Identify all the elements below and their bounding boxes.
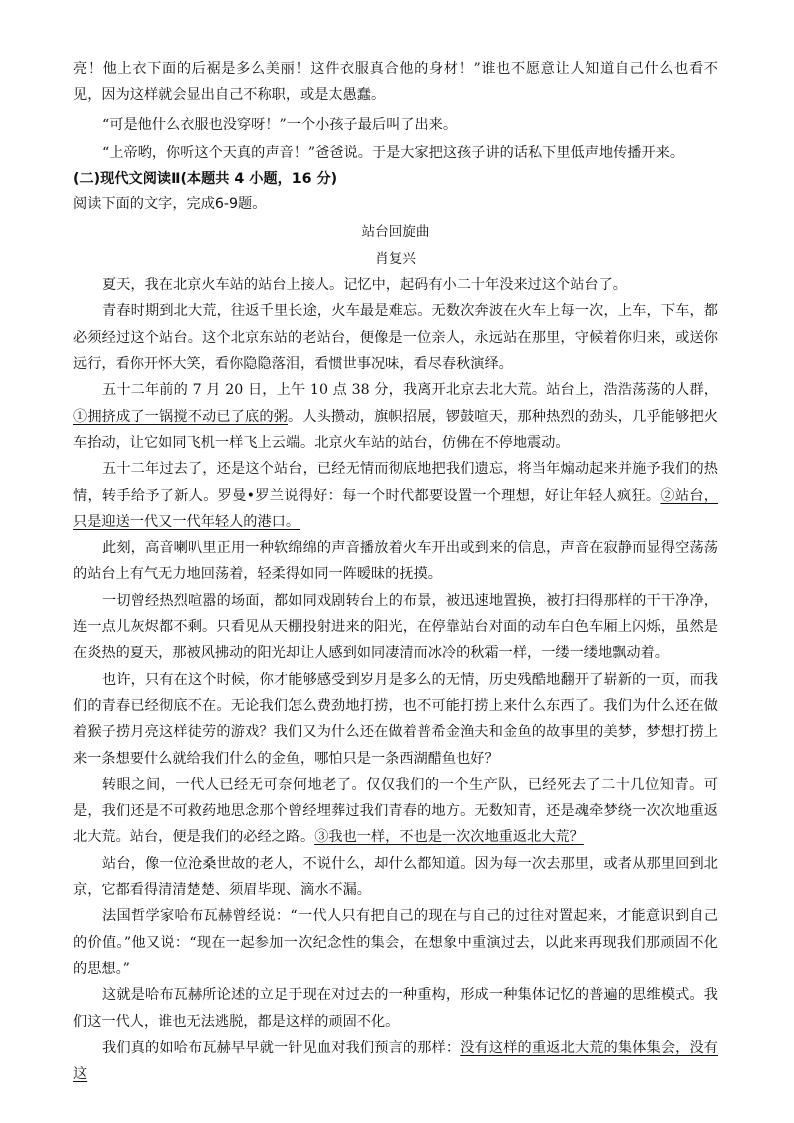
document-page: [73, 56, 718, 1087]
article-paragraph: 这就是哈布瓦赫所论述的立足于现在对过去的一种重构，形成一种集体记忆的普遍的思维模式。我们这一代人，谁也无法逃脱，都是这样的顽固不化。: [73, 987, 718, 1030]
section-instruction: 阅读下面的文字，完成6-9题。: [73, 196, 267, 213]
article-title: 站台回旋曲: [361, 224, 430, 241]
passage-paragraph: “可是他什么衣服也没穿呀！”一个小孩子最后叫了出来。: [102, 116, 458, 133]
article-paragraph: 法国哲学家哈布瓦赫曾经说：“一代人只有把自己的现在与自己的过往对置起来，才能意识到自己的价值。”他又说：“现在一起参加一次纪念性的集会，在想象中重演过去，以此来再现我们那顽固不化的思想。”: [73, 908, 718, 977]
article-paragraph: [73, 1035, 718, 1088]
article-paragraph: 此刻，高音喇叭里正用一种软绵绵的声音播放着火车开出或到来的信息，声音在寂静而显得空荡荡的站台上有气无力地回荡着，轻柔得如同一阵暧昧的抚摸。: [73, 540, 718, 583]
underlined-sentence-3: ③我也一样，不也是一次次地重返北大荒？: [314, 829, 584, 846]
underlined-sentence-2: ②站台，只是迎送一代又一代年轻人的港口。: [73, 487, 718, 530]
text-run: 我们真的如哈布瓦赫早早就一针见血对我们预言的那样：: [102, 1039, 461, 1056]
article-paragraph: 青春时期到北大荒，往返千里长途，火车最是难忘。无数次奔波在火车上每一次，上车，下车，都必须经过这个站台。这个北京东站的老站台，便像是一位亲人，永远站在那里，守候着你归来，或送你远行，看你开怀大笑，看你隐隐落泪，看惯世事况味，看尽春秋演绎。: [73, 303, 718, 373]
article-paragraph: 夏天，我在北京火车站的站台上接人。记忆中，起码有小二十年没来过这个站台了。: [102, 277, 627, 294]
passage-paragraph: “上帝哟，你听这个天真的声音！”爸爸说。于是大家把这孩子讲的话私下里低声地传播开来。: [102, 144, 685, 161]
underlined-sentence-4: 没有这样的重返北大荒的集体集会，没有这: [73, 1039, 718, 1083]
article-paragraph: 也许，只有在这个时候，你才能够感受到岁月是多么的无情，历史残酷地翻开了崭新的一页，而我们的青春已经彻底不在。无论我们怎么费劲地打捞，也不可能打捞上来什么东西了。我们为什么还在做着猴子捞月亮这样徒劳的游戏？我们又为什么还在做着普希金渔夫和金鱼的故事里的美梦，梦想打捞上来一条想要什么就给我们什么的金鱼，哪怕只是一条西湖醋鱼也好？: [73, 671, 718, 767]
text-run: 五十二年前的 7 月 20 日，上午 10 点 38 分，我离开北京去北大荒。站台上，浩浩荡荡的人群，: [102, 382, 718, 399]
article-paragraph: [73, 377, 718, 456]
section-heading: (二)现代文阅读Ⅱ(本题共 4 小题，16 分): [73, 171, 338, 188]
article-paragraph: [73, 772, 718, 851]
passage-paragraph: 亮！他上衣下面的后裾是多么美丽！这件衣服真合他的身材！”谁也不愿意让人知道自己什么也看不见，因为这样就会显出自己不称职，或是太愚蠢。: [73, 61, 718, 104]
article-paragraph: 站台，像一位沧桑世故的老人，不说什么，却什么都知道。因为每一次去那里，或者从那里回到北京，它都看得清清楚楚、须眉毕现、滴水不漏。: [73, 855, 718, 899]
text-run: 五十二年过去了，还是这个站台，已经无情而彻底地把我们遗忘，将当年煽动起来并施予我们的热情，转手给予了新人。罗曼•罗兰说得好：每一个时代都要设置一个理想，好让年轻人疯狂。: [73, 461, 718, 504]
article-paragraph: 一切曾经热烈喧嚣的场面，都如同戏剧转台上的布景，被迅速地置换，被打扫得那样的干干净净，连一点儿灰烬都不剩。只看见从天棚投射进来的阳光，在停靠站台对面的动车白色车厢上闪烁，虽然是在炎热的夏天，那被风拂动的阳光却让人感到如同凄清而冰冷的秋霜一样，一缕一缕地飘动着。: [73, 592, 718, 662]
text-run: 。人头攒动，旗帜招展，锣鼓喧天，那种热烈的劲头，几乎能够把火车抬动，让它如同飞机一样飞上云端。北京火车站的站台，仿佛在不停地震动。: [73, 408, 718, 451]
text-run: 转眼之间，一代人已经无可奈何地老了。仅仅我们的一个生产队，已经死去了二十几位知青。可是，我们还是不可救药地思念那个曾经埋葬过我们青春的地方。无数知青，还是魂牵梦绕一次次地重返北大荒。站台，便是我们的必经之路。: [73, 776, 718, 846]
underlined-sentence-1: ①拥挤成了一锅搅不动已了底的粥: [73, 408, 289, 425]
article-author: 肖复兴: [375, 250, 416, 267]
article-paragraph: [73, 456, 718, 535]
